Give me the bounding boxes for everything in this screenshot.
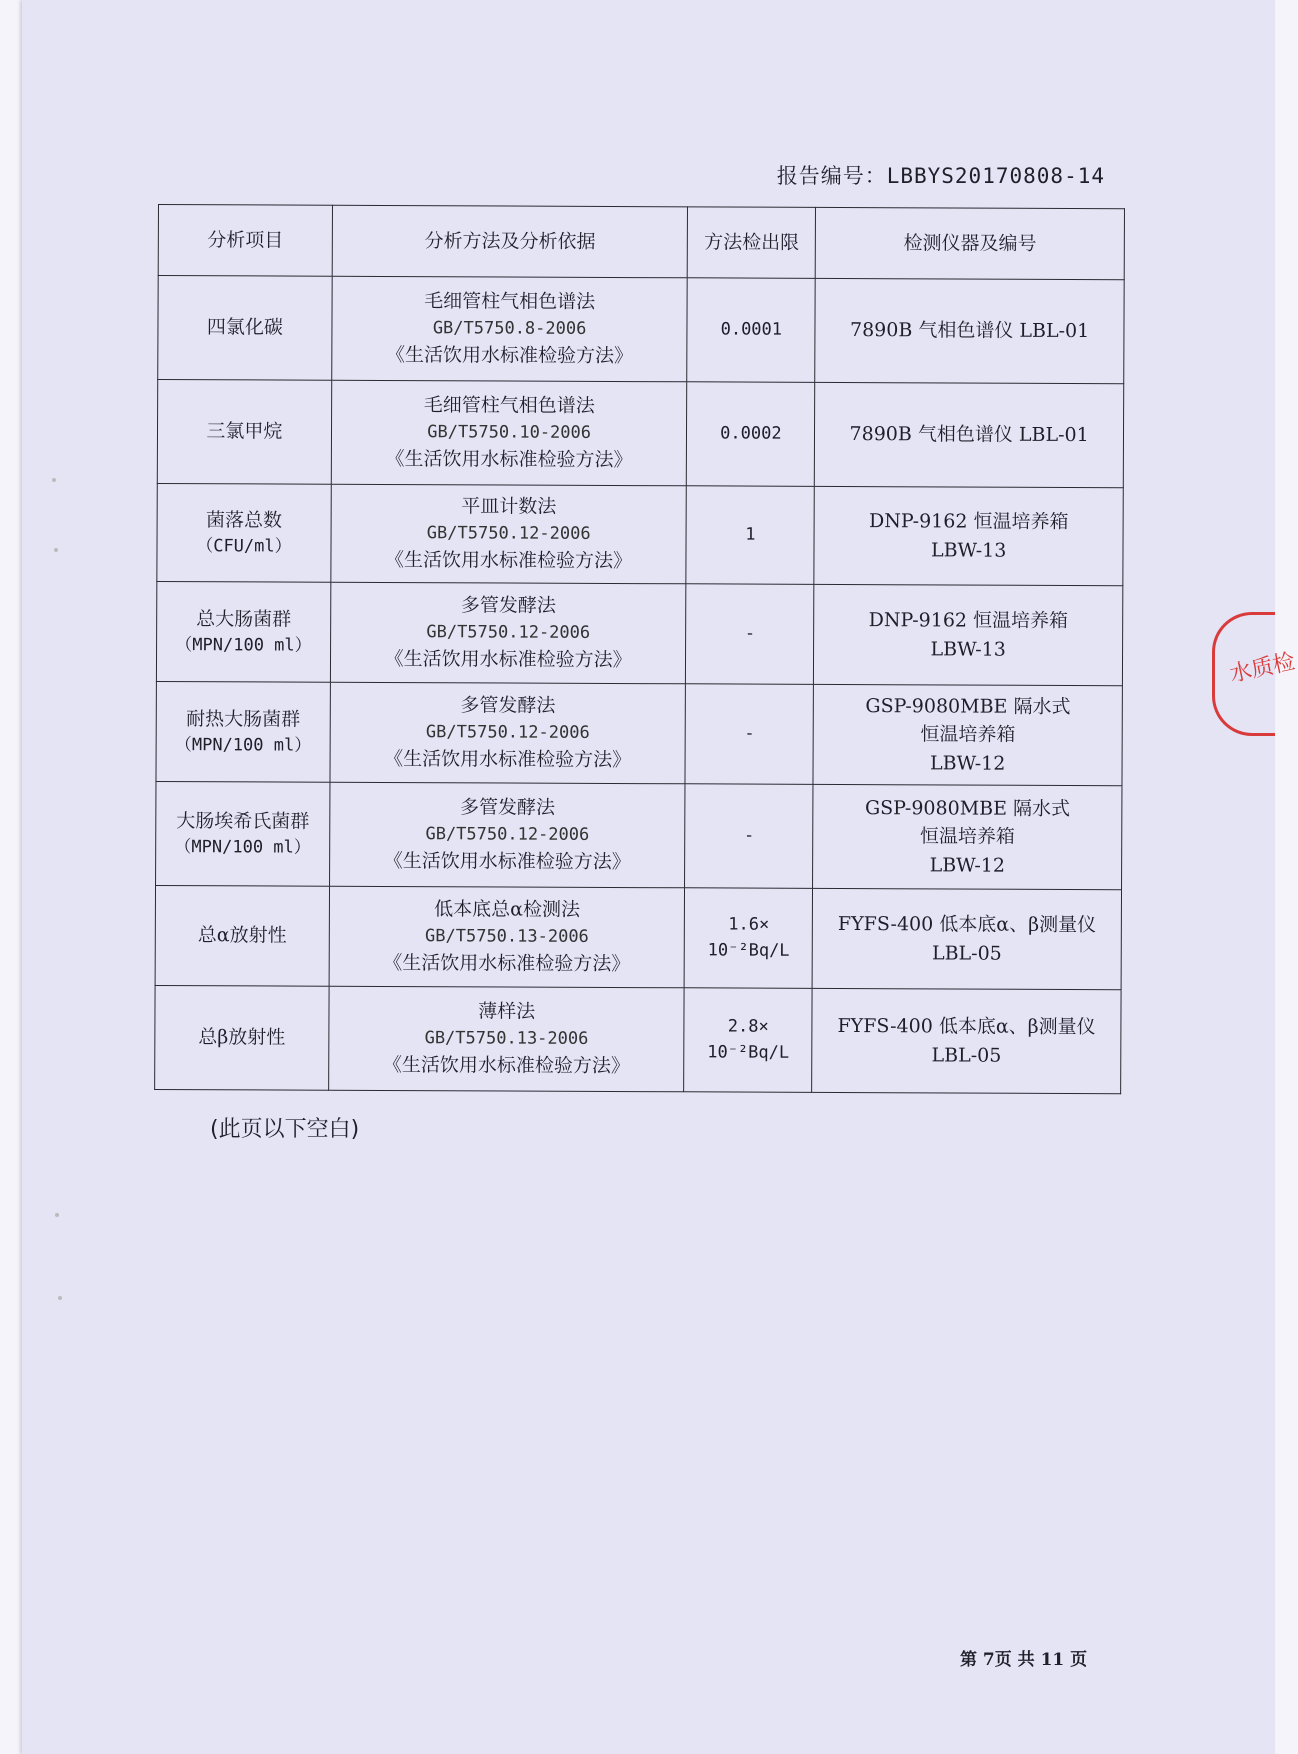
item-unit: （MPN/100 ml） bbox=[175, 635, 312, 656]
cell-item bbox=[157, 483, 331, 582]
report-number bbox=[777, 160, 1105, 190]
detection-limit: 1 bbox=[745, 524, 756, 545]
instrument-detail: LBW-13 bbox=[930, 538, 1007, 562]
method-standard: GB/T5750.12-2006 bbox=[426, 621, 591, 643]
method-reference: 《生活饮用水标准检验方法》 bbox=[384, 648, 632, 672]
table-row bbox=[158, 276, 1124, 384]
cell-detection-limit bbox=[686, 584, 814, 685]
punch-hole-mark bbox=[55, 1213, 59, 1217]
page-number: 第 7页 共 11 页 bbox=[960, 1650, 1088, 1670]
cell-detection-limit bbox=[684, 988, 812, 1093]
cell-method bbox=[328, 986, 684, 1092]
instrument-id: LBW-12 bbox=[930, 752, 1006, 775]
method-name: 毛细管柱气相色谱法 bbox=[424, 290, 596, 314]
table-row bbox=[155, 885, 1121, 989]
item-name: 菌落总数 bbox=[205, 508, 283, 532]
cell-item bbox=[157, 380, 331, 485]
instrument-name: FYFS-400 低本底α、β测量仪 bbox=[837, 912, 1097, 937]
cell-item bbox=[156, 581, 330, 682]
cell-instrument bbox=[812, 888, 1121, 989]
method-standard: GB/T5750.13-2006 bbox=[424, 1027, 589, 1049]
method-standard: GB/T5750.12-2006 bbox=[425, 721, 590, 743]
cell-instrument bbox=[815, 382, 1124, 487]
method-standard: GB/T5750.12-2006 bbox=[425, 823, 590, 845]
cell-method bbox=[329, 782, 685, 888]
detection-limit: - bbox=[743, 825, 755, 846]
cell-instrument bbox=[814, 486, 1123, 585]
table-row bbox=[156, 681, 1122, 785]
cell-method bbox=[332, 276, 688, 382]
cell-item bbox=[155, 985, 329, 1090]
cell-item bbox=[156, 781, 330, 886]
detection-limit-unit: 10⁻²Bq/L bbox=[707, 939, 790, 961]
table-row bbox=[155, 985, 1121, 1093]
item-name: 三氯甲烷 bbox=[206, 420, 283, 443]
header-detection-limit: 方法检出限 bbox=[688, 207, 816, 279]
table-row bbox=[157, 380, 1123, 488]
cell-instrument bbox=[814, 584, 1123, 685]
cell-detection-limit bbox=[685, 784, 813, 889]
method-name: 多管发酵法 bbox=[459, 796, 556, 819]
method-name: 平皿计数法 bbox=[461, 495, 557, 518]
item-name: 总β放射性 bbox=[198, 1026, 286, 1049]
instrument-name: DNP-9162 恒温培养箱 bbox=[868, 609, 1069, 632]
instrument-detail: LBL-05 bbox=[931, 941, 1002, 965]
item-name: 大肠埃希氏菌群 bbox=[176, 809, 310, 833]
instrument-name: 7890B 气相色谱仪 LBL-01 bbox=[849, 423, 1089, 447]
analysis-methods-table bbox=[154, 204, 1125, 1094]
detection-limit: - bbox=[744, 623, 756, 644]
method-standard: GB/T5750.13-2006 bbox=[425, 925, 589, 947]
detection-limit: 0.0001 bbox=[720, 319, 783, 340]
cell-method bbox=[331, 484, 687, 584]
table-row bbox=[156, 781, 1122, 889]
cell-method bbox=[330, 582, 686, 684]
instrument-name: GSP-9080MBE 隔水式 bbox=[864, 796, 1071, 820]
detection-limit: - bbox=[744, 723, 755, 744]
instrument-name: DNP-9162 恒温培养箱 bbox=[869, 510, 1069, 533]
stamp-text: 水质检 bbox=[1227, 649, 1298, 688]
method-reference: 《生活饮用水标准检验方法》 bbox=[384, 748, 632, 772]
red-seal-stamp bbox=[1212, 612, 1298, 736]
instrument-name: FYFS-400 低本底α、β测量仪 bbox=[837, 1014, 1096, 1039]
method-reference: 《生活饮用水标准检验方法》 bbox=[382, 1054, 630, 1078]
item-name: 四氯化碳 bbox=[206, 316, 283, 339]
punch-hole-mark bbox=[52, 478, 56, 482]
table-header-row bbox=[158, 205, 1124, 280]
item-name: 总大肠菌群 bbox=[196, 607, 292, 631]
table-row bbox=[156, 581, 1122, 685]
method-name: 低本底总α检测法 bbox=[434, 898, 581, 922]
cell-method bbox=[330, 682, 686, 784]
method-name: 多管发酵法 bbox=[460, 694, 556, 717]
cell-method bbox=[331, 380, 687, 486]
item-unit: （CFU/ml） bbox=[196, 536, 292, 557]
cell-instrument bbox=[813, 684, 1122, 785]
method-name: 多管发酵法 bbox=[460, 594, 556, 617]
header-instrument: 检测仪器及编号 bbox=[816, 207, 1125, 279]
cell-instrument bbox=[815, 278, 1124, 383]
detection-limit-unit: 10⁻²Bq/L bbox=[707, 1041, 790, 1063]
instrument-name: 7890B 气相色谱仪 LBL-01 bbox=[849, 319, 1090, 343]
detection-limit: 1.6× bbox=[728, 914, 770, 935]
method-reference: 《生活饮用水标准检验方法》 bbox=[385, 344, 634, 368]
cell-item bbox=[156, 681, 330, 782]
detection-limit: 2.8× bbox=[727, 1016, 769, 1037]
method-reference: 《生活饮用水标准检验方法》 bbox=[383, 952, 631, 976]
instrument-id: LBW-12 bbox=[929, 854, 1005, 877]
method-standard: GB/T5750.8-2006 bbox=[432, 317, 587, 339]
header-method: 分析方法及分析依据 bbox=[332, 205, 688, 278]
cell-item bbox=[155, 885, 329, 986]
detection-limit: 0.0002 bbox=[720, 423, 782, 444]
instrument-detail: LBL-05 bbox=[931, 1043, 1002, 1067]
item-unit: （MPN/100 ml） bbox=[174, 837, 311, 858]
method-reference: 《生活饮用水标准检验方法》 bbox=[385, 549, 633, 573]
cell-detection-limit bbox=[687, 382, 815, 487]
item-name: 总α放射性 bbox=[197, 924, 287, 947]
cell-detection-limit bbox=[685, 888, 813, 989]
report-number-label: 报告编号： bbox=[776, 164, 887, 188]
table-row bbox=[157, 483, 1123, 585]
method-standard: GB/T5750.12-2006 bbox=[426, 522, 591, 544]
report-number-value: LBBYS20170808-14 bbox=[886, 164, 1105, 188]
item-unit: （MPN/100 ml） bbox=[174, 735, 312, 756]
cell-item bbox=[158, 276, 332, 381]
item-name: 耐热大肠菌群 bbox=[186, 707, 301, 731]
instrument-name: GSP-9080MBE 隔水式 bbox=[865, 694, 1071, 718]
header-item: 分析项目 bbox=[158, 205, 332, 277]
instrument-detail: 恒温培养箱 bbox=[920, 723, 1016, 746]
method-name: 毛细管柱气相色谱法 bbox=[423, 394, 595, 418]
method-reference: 《生活饮用水标准检验方法》 bbox=[385, 448, 633, 472]
method-name: 薄样法 bbox=[478, 1000, 536, 1023]
cell-method bbox=[329, 886, 685, 988]
cell-detection-limit bbox=[685, 684, 813, 785]
cell-detection-limit bbox=[687, 278, 815, 383]
cell-instrument bbox=[812, 988, 1121, 1093]
cell-instrument bbox=[813, 784, 1122, 889]
instrument-detail: LBW-13 bbox=[930, 637, 1006, 661]
blank-below-note: (此页以下空白) bbox=[210, 1117, 360, 1142]
cell-detection-limit bbox=[686, 486, 814, 585]
method-standard: GB/T5750.10-2006 bbox=[427, 421, 592, 443]
method-reference: 《生活饮用水标准检验方法》 bbox=[383, 850, 631, 874]
instrument-detail: 恒温培养箱 bbox=[919, 825, 1015, 848]
punch-hole-mark bbox=[54, 548, 58, 552]
punch-hole-mark bbox=[58, 1296, 62, 1300]
